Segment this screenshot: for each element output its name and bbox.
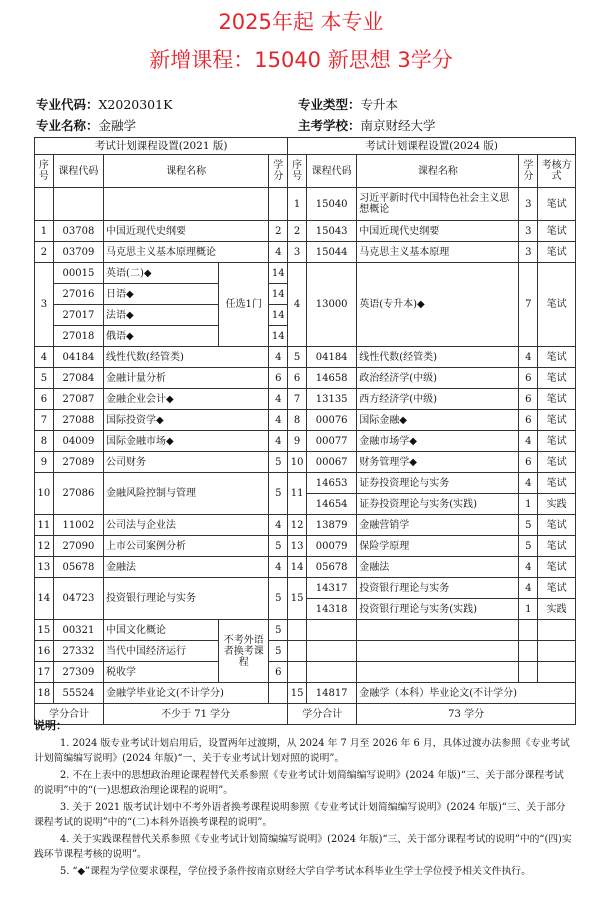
new-credit: 3 xyxy=(519,242,538,263)
new-seq: 7 xyxy=(288,389,307,410)
new-exam: 笔试 xyxy=(538,473,576,494)
new-code: 14318 xyxy=(307,599,357,620)
new-name: 西方经济学(中级) xyxy=(357,389,519,410)
old-seq: 9 xyxy=(35,452,54,473)
new-code: 15043 xyxy=(307,221,357,242)
new-code: 13000 xyxy=(307,263,357,347)
new-seq: 2 xyxy=(288,221,307,242)
header-credit: 学分 xyxy=(519,155,538,188)
major-name-value: 金融学 xyxy=(98,118,137,133)
old-credit: 4 xyxy=(269,347,288,368)
host-school-label: 主考学校： xyxy=(298,118,361,133)
old-plan-title: 考试计划课程设置(2021 版) xyxy=(35,138,288,155)
table-row xyxy=(35,263,576,284)
header-exam: 考核方式 xyxy=(538,155,576,188)
old-code: 27088 xyxy=(53,410,103,431)
new-exam: 实践 xyxy=(538,599,576,620)
new-credit: 4 xyxy=(519,431,538,452)
old-credit: 4 xyxy=(269,410,288,431)
empty-cell xyxy=(357,620,519,641)
new-code: 00077 xyxy=(307,431,357,452)
old-seq: 12 xyxy=(35,536,54,557)
new-name: 金融学（本科）毕业论文(不计学分) xyxy=(357,683,576,704)
new-exam: 笔试 xyxy=(538,263,576,347)
note-item: 4. 关于实践课程替代关系参照《专业考试计划简编编写说明》(2024 年版)“三、关于部分课程考试的说明”中的“(四)实践环节课程考核的说明”。 xyxy=(34,834,572,860)
new-exam: 笔试 xyxy=(538,242,576,263)
new-seq: 9 xyxy=(288,431,307,452)
old-code: 27086 xyxy=(53,473,103,515)
table-row xyxy=(35,188,576,221)
old-seq: 13 xyxy=(35,557,54,578)
old-credit: 2 xyxy=(269,221,288,242)
header-code: 课程代码 xyxy=(53,155,103,188)
old-seq: 3 xyxy=(35,263,54,347)
old-credit: 5 xyxy=(269,620,288,641)
old-credit: 14 xyxy=(269,263,288,284)
new-code: 15040 xyxy=(307,188,357,221)
table-row xyxy=(35,221,576,242)
old-code: 27089 xyxy=(53,452,103,473)
old-seq: 7 xyxy=(35,410,54,431)
table-row xyxy=(35,389,576,410)
empty-cell xyxy=(288,662,307,683)
new-code: 14653 xyxy=(307,473,357,494)
old-seq: 17 xyxy=(35,662,54,683)
new-seq: 4 xyxy=(288,263,307,347)
old-name: 投资银行理论与实务 xyxy=(104,578,269,620)
old-name: 日语◆ xyxy=(104,284,219,305)
new-code: 00067 xyxy=(307,452,357,473)
old-seq: 18 xyxy=(35,683,54,704)
new-name: 保险学原理 xyxy=(357,536,519,557)
course-plan-table xyxy=(34,137,576,725)
major-code-value: X2020301K xyxy=(98,97,173,112)
new-seq: 1 xyxy=(288,188,307,221)
new-name: 线性代数(经管类) xyxy=(357,347,519,368)
old-code xyxy=(53,188,103,221)
old-credit: 4 xyxy=(269,557,288,578)
old-code: 27016 xyxy=(53,284,103,305)
header-seq: 序号 xyxy=(288,155,307,188)
old-credit xyxy=(269,188,288,221)
new-credit: 1 xyxy=(519,494,538,515)
old-credit: 5 xyxy=(269,473,288,515)
host-school xyxy=(298,116,436,134)
header-name: 课程名称 xyxy=(104,155,269,188)
new-exam: 实践 xyxy=(538,494,576,515)
old-name: 马克思主义基本原理概论 xyxy=(104,242,269,263)
old-credit: 5 xyxy=(269,536,288,557)
new-code: 14658 xyxy=(307,368,357,389)
major-code xyxy=(36,95,172,113)
new-credit: 6 xyxy=(519,389,538,410)
new-name: 金融市场学◆ xyxy=(357,431,519,452)
old-seq: 15 xyxy=(35,620,54,641)
header-seq: 序号 xyxy=(35,155,54,188)
old-name: 上市公司案例分析 xyxy=(104,536,269,557)
new-name: 习近平新时代中国特色社会主义思想概论 xyxy=(357,188,519,221)
new-name: 证券投资理论与实务 xyxy=(357,473,519,494)
new-seq: 15 xyxy=(288,683,307,704)
new-plan-title: 考试计划课程设置(2024 版) xyxy=(288,138,576,155)
old-name: 金融企业会计◆ xyxy=(104,389,269,410)
old-code: 00321 xyxy=(53,620,103,641)
empty-cell xyxy=(519,620,538,641)
old-credit: 4 xyxy=(269,242,288,263)
table-row xyxy=(35,368,576,389)
new-name: 投资银行理论与实务 xyxy=(357,578,519,599)
new-name: 政治经济学(中级) xyxy=(357,368,519,389)
old-name: 公司财务 xyxy=(104,452,269,473)
host-school-value: 南京财经大学 xyxy=(360,118,436,133)
new-exam: 笔试 xyxy=(538,578,576,599)
old-seq: 10 xyxy=(35,473,54,515)
header-name: 课程名称 xyxy=(357,155,519,188)
empty-cell xyxy=(307,662,357,683)
old-code: 04009 xyxy=(53,431,103,452)
old-credit: 5 xyxy=(269,641,288,662)
old-name: 当代中国经济运行 xyxy=(104,641,219,662)
new-name: 证券投资理论与实务(实践) xyxy=(357,494,519,515)
table-row xyxy=(35,641,576,662)
new-credit: 6 xyxy=(519,368,538,389)
empty-cell xyxy=(357,641,519,662)
new-code: 14654 xyxy=(307,494,357,515)
new-exam: 笔试 xyxy=(538,389,576,410)
new-code: 05678 xyxy=(307,557,357,578)
new-seq: 5 xyxy=(288,347,307,368)
empty-cell xyxy=(538,620,576,641)
notes-section xyxy=(34,718,572,881)
table-row xyxy=(35,536,576,557)
major-code-label: 专业代码： xyxy=(36,97,99,112)
new-exam: 笔试 xyxy=(538,347,576,368)
old-seq: 6 xyxy=(35,389,54,410)
old-code: 55524 xyxy=(53,683,103,704)
note-item: 1. 2024 版专业考试计划启用后，设置两年过渡期，从 2024 年 7 月至 2026 年 6 月，具体过渡办法参照《专业考试计划简编编写说明》(2024 年版)“一、关于专业考试计划对照的说明”。 xyxy=(34,738,570,764)
new-seq: 11 xyxy=(288,473,307,515)
old-credit xyxy=(269,683,288,704)
elective-note: 任选1门 xyxy=(219,263,269,347)
old-seq: 4 xyxy=(35,347,54,368)
new-credit: 6 xyxy=(519,452,538,473)
old-seq: 14 xyxy=(35,578,54,620)
old-code: 27332 xyxy=(53,641,103,662)
old-credit: 4 xyxy=(269,431,288,452)
old-name: 金融法 xyxy=(104,557,269,578)
old-seq: 8 xyxy=(35,431,54,452)
new-code: 13879 xyxy=(307,515,357,536)
new-name: 中国近现代史纲要 xyxy=(357,221,519,242)
new-credit: 7 xyxy=(519,263,538,347)
non-foreign-note: 不考外语者换考课程 xyxy=(219,620,269,683)
new-code: 13135 xyxy=(307,389,357,410)
new-name: 国际金融◆ xyxy=(357,410,519,431)
table-header-row xyxy=(35,155,576,188)
new-code: 00076 xyxy=(307,410,357,431)
empty-cell xyxy=(307,641,357,662)
new-exam: 笔试 xyxy=(538,557,576,578)
new-name: 财务管理学◆ xyxy=(357,452,519,473)
note-item: 2. 不在上表中的思想政治理论课程替代关系参照《专业考试计划简编编写说明》(2024 年版)“三、关于部分课程考试的说明”中的“(一)思想政治理论课程的说明”。 xyxy=(34,770,564,796)
old-code: 04184 xyxy=(53,347,103,368)
new-code: 15044 xyxy=(307,242,357,263)
table-row xyxy=(35,515,576,536)
table-row xyxy=(35,242,576,263)
old-code: 03708 xyxy=(53,221,103,242)
new-seq: 8 xyxy=(288,410,307,431)
banner-line-1: 2025年起 本专业 xyxy=(218,10,384,34)
old-name: 税收学 xyxy=(104,662,219,683)
old-code: 27017 xyxy=(53,305,103,326)
table-title-row xyxy=(35,138,576,155)
new-credit: 1 xyxy=(519,599,538,620)
old-credit: 14 xyxy=(269,284,288,305)
old-credit: 14 xyxy=(269,305,288,326)
table-row xyxy=(35,431,576,452)
new-credit: 4 xyxy=(519,578,538,599)
total-label-new: 学分合计 xyxy=(288,704,357,725)
old-credit: 4 xyxy=(269,515,288,536)
new-credit: 4 xyxy=(519,473,538,494)
old-code: 00015 xyxy=(53,263,103,284)
old-code: 27018 xyxy=(53,326,103,347)
old-code: 11002 xyxy=(53,515,103,536)
new-exam: 笔试 xyxy=(538,536,576,557)
new-exam: 笔试 xyxy=(538,188,576,221)
new-name: 马克思主义基本原理 xyxy=(357,242,519,263)
old-name: 金融学毕业论文(不计学分) xyxy=(104,683,269,704)
old-seq: 1 xyxy=(35,221,54,242)
old-name: 中国近现代史纲要 xyxy=(104,221,269,242)
new-exam: 笔试 xyxy=(538,515,576,536)
old-name: 金融风险控制与管理 xyxy=(104,473,269,515)
old-name: 国际金融市场◆ xyxy=(104,431,269,452)
empty-cell xyxy=(519,641,538,662)
old-name: 法语◆ xyxy=(104,305,219,326)
total-value-old: 不少于 71 学分 xyxy=(104,704,288,725)
major-type-value: 专升本 xyxy=(360,97,399,112)
new-seq: 13 xyxy=(288,536,307,557)
old-name: 中国文化概论 xyxy=(104,620,219,641)
new-seq: 12 xyxy=(288,515,307,536)
note-item: 3. 关于 2021 版考试计划中不考外语者换考课程说明参照《专业考试计划简编编写说明》(2024 年版)“三、关于部分课程考试的说明”中的“(二)本科外语换考课程的说明”。 xyxy=(34,802,566,828)
new-code: 14817 xyxy=(307,683,357,704)
old-credit: 4 xyxy=(269,389,288,410)
new-code: 04184 xyxy=(307,347,357,368)
new-exam: 笔试 xyxy=(538,221,576,242)
old-credit: 6 xyxy=(269,662,288,683)
note-item: 5. “◆”课程为学位要求课程，学位授予条件按南京财经大学自学考试本科毕业生学士学位授予相关文件执行。 xyxy=(60,866,531,877)
new-credit: 3 xyxy=(519,221,538,242)
new-seq: 14 xyxy=(288,557,307,578)
empty-cell xyxy=(538,641,576,662)
new-exam: 笔试 xyxy=(538,431,576,452)
header-credit: 学分 xyxy=(269,155,288,188)
major-type xyxy=(298,95,398,113)
new-exam: 笔试 xyxy=(538,452,576,473)
table-row xyxy=(35,347,576,368)
old-code: 27087 xyxy=(53,389,103,410)
table-row xyxy=(35,557,576,578)
new-exam: 笔试 xyxy=(538,368,576,389)
old-seq: 5 xyxy=(35,368,54,389)
old-name: 国际投资学◆ xyxy=(104,410,269,431)
table-row xyxy=(35,662,576,683)
empty-cell xyxy=(357,662,519,683)
old-credit: 6 xyxy=(269,368,288,389)
empty-cell xyxy=(288,641,307,662)
new-code: 14317 xyxy=(307,578,357,599)
table-row xyxy=(35,683,576,704)
old-name: 公司法与企业法 xyxy=(104,515,269,536)
new-exam: 笔试 xyxy=(538,410,576,431)
empty-cell xyxy=(307,620,357,641)
old-seq: 16 xyxy=(35,641,54,662)
old-code: 04723 xyxy=(53,578,103,620)
empty-cell xyxy=(288,620,307,641)
new-seq: 3 xyxy=(288,242,307,263)
old-name: 线性代数(经管类) xyxy=(104,347,269,368)
old-code: 03709 xyxy=(53,242,103,263)
new-name: 英语(专升本)◆ xyxy=(357,263,519,347)
old-name: 金融计量分析 xyxy=(104,368,269,389)
old-credit: 5 xyxy=(269,452,288,473)
old-seq xyxy=(35,188,54,221)
old-name: 俄语◆ xyxy=(104,326,219,347)
new-credit: 5 xyxy=(519,536,538,557)
empty-cell xyxy=(519,662,538,683)
notes-title: 说明： xyxy=(34,719,67,732)
banner-line-2: 新增课程：15040 新思想 3学分 xyxy=(149,48,453,72)
table-row xyxy=(35,410,576,431)
total-label-old: 学分合计 xyxy=(35,704,104,725)
total-value-new: 73 学分 xyxy=(357,704,576,725)
old-code: 05678 xyxy=(53,557,103,578)
new-seq: 15 xyxy=(288,578,307,620)
new-code: 00079 xyxy=(307,536,357,557)
old-code: 27090 xyxy=(53,536,103,557)
new-credit: 4 xyxy=(519,347,538,368)
new-credit: 4 xyxy=(519,557,538,578)
old-code: 27309 xyxy=(53,662,103,683)
major-type-label: 专业类型： xyxy=(298,97,361,112)
old-name xyxy=(104,188,269,221)
new-credit: 3 xyxy=(519,188,538,221)
new-seq: 10 xyxy=(288,452,307,473)
header-code: 课程代码 xyxy=(307,155,357,188)
old-credit: 5 xyxy=(269,578,288,620)
old-code: 27084 xyxy=(53,368,103,389)
new-credit: 5 xyxy=(519,515,538,536)
empty-cell xyxy=(538,662,576,683)
new-credit: 6 xyxy=(519,410,538,431)
old-seq: 11 xyxy=(35,515,54,536)
old-credit: 14 xyxy=(269,326,288,347)
new-name: 金融法 xyxy=(357,557,519,578)
new-seq: 6 xyxy=(288,368,307,389)
table-row xyxy=(35,578,576,599)
table-row xyxy=(35,620,576,641)
table-row xyxy=(35,452,576,473)
major-name xyxy=(36,116,136,134)
new-name: 金融营销学 xyxy=(357,515,519,536)
old-seq: 2 xyxy=(35,242,54,263)
old-name: 英语(二)◆ xyxy=(104,263,219,284)
table-row xyxy=(35,473,576,494)
new-name: 投资银行理论与实务(实践) xyxy=(357,599,519,620)
major-name-label: 专业名称： xyxy=(36,118,99,133)
